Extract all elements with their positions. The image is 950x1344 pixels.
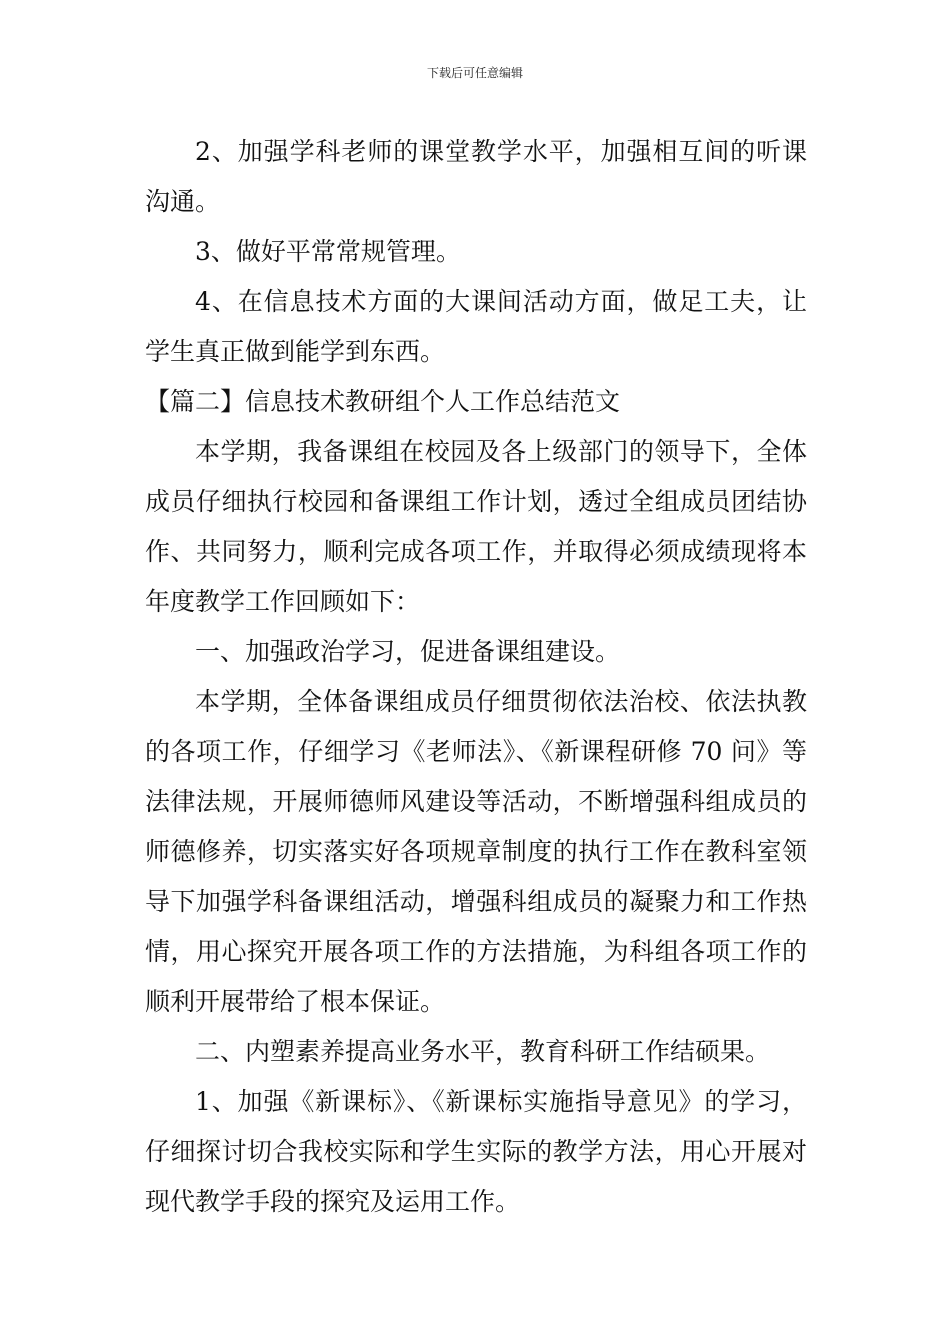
intro-paragraph: 本学期，我备课组在校园及各上级部门的领导下，全体成员仔细执行校园和备课组工作计划，透过全组成员团结协作、共同努力，顺利完成各项工作，并取得必须成绩现将本年度教学工作回顾如下：	[145, 437, 807, 616]
paragraph-item-4: 4、在信息技术方面的大课间活动方面，做足工夫，让学生真正做到能学到东西。	[145, 287, 807, 366]
paragraph-item-3: 3、做好平常常规管理。	[195, 237, 461, 266]
section-1-paragraph: 本学期，全体备课组成员仔细贯彻依法治校、依法执教的各项工作，仔细学习《老师法》、《新课程研修 70 问》等法律法规，开展师德师风建设等活动，不断增强科组成员的师德修养，切实落实好各项规章制度的执行工作在教科室领导下加强学科备课组活动，增强科组成员的凝聚力和工作热情，用心探究开展各项工作的方法措施，为科组各项工作的顺利开展带给了根本保证。	[145, 687, 807, 1016]
section-title-1: 一、加强政治学习，促进备课组建设。	[195, 637, 621, 666]
page-header-note: 下载后可任意编辑	[426, 66, 523, 80]
section-heading: 【篇二】信息技术教研组个人工作总结范文	[145, 387, 621, 416]
paragraph-item-2: 2、加强学科老师的课堂教学水平，加强相互间的听课沟通。	[145, 137, 807, 216]
section-2-item-1: 1、加强《新课标》、《新课标实施指导意见》的学习，仔细探讨切合我校实际和学生实际的教学方法，用心开展对现代教学手段的探究及运用工作。	[145, 1087, 807, 1216]
section-title-2: 二、内塑素养提高业务水平，教育科研工作结硕果。	[195, 1037, 771, 1066]
document-body	[145, 127, 807, 1227]
